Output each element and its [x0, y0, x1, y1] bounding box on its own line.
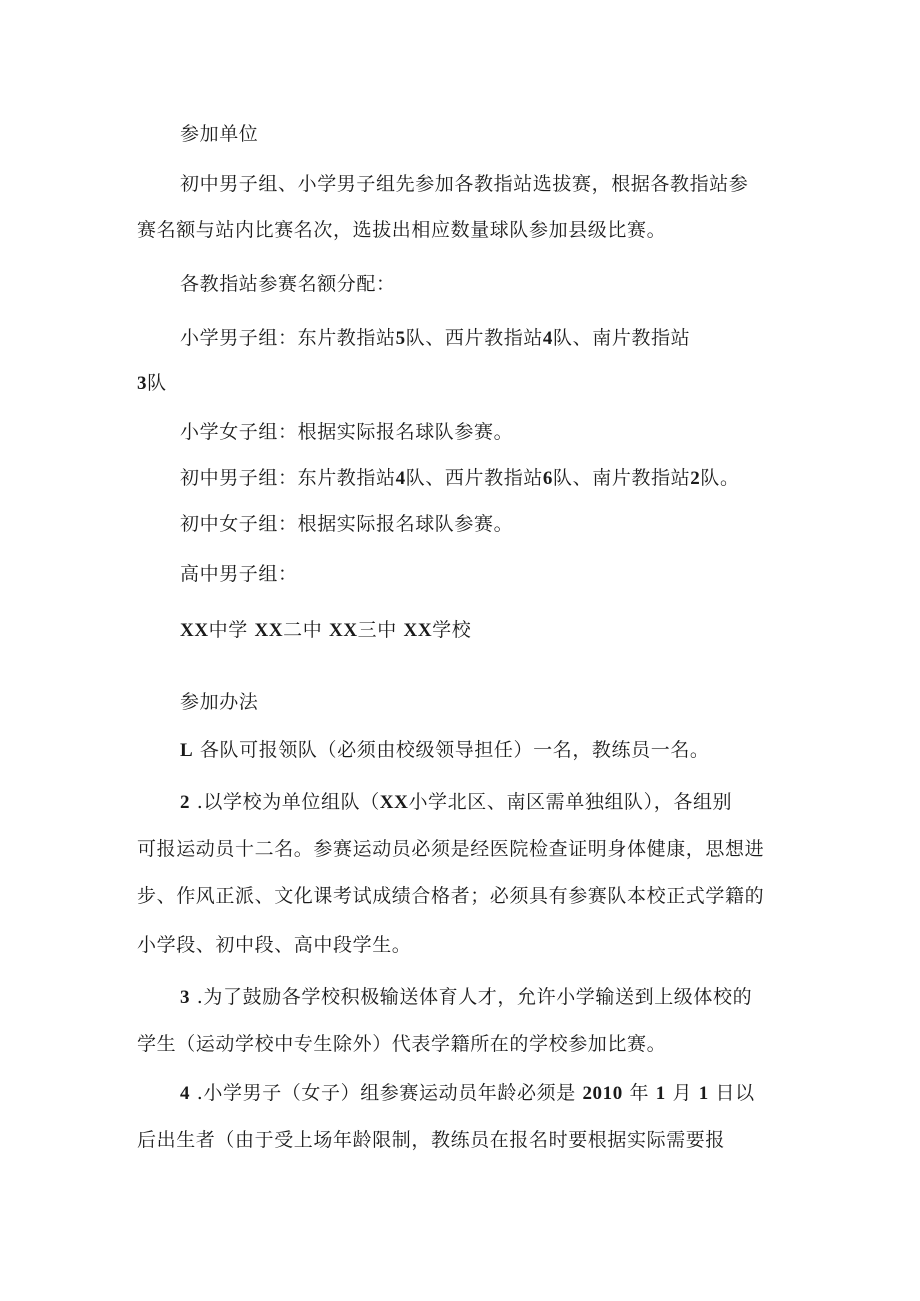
primary-boys-quota	[180, 326, 690, 351]
team-count: 6	[542, 468, 554, 489]
xx-placeholder: XX	[379, 792, 409, 813]
item-text: 年	[629, 1082, 650, 1104]
item-number: 2	[180, 792, 191, 813]
item-text: 小学北区、南区需单独组队），各组别	[408, 791, 733, 813]
team-count: 4	[395, 468, 406, 489]
paragraph-line: 后出生者（由于受上场年龄限制，教练员在报名时要根据实际需要报	[137, 1129, 726, 1151]
team-count: 3	[137, 373, 148, 394]
school-name: 中学	[208, 619, 248, 641]
item-text: .小学男子（女子）组参赛运动员年龄必须是	[196, 1082, 576, 1104]
quota-text: 队、西片教指站	[405, 467, 543, 489]
item-text: .以学校为单位组队（	[196, 791, 380, 813]
school-prefix: XX	[254, 620, 284, 641]
school-name: 二中	[283, 619, 323, 641]
item-text: 各队可报领队（必须由校级领导担任）一名，教练员一名。	[199, 739, 710, 761]
method-item-1	[180, 738, 710, 763]
school-prefix: XX	[329, 620, 358, 641]
method-item-2	[180, 790, 732, 815]
item-text: .为了鼓励各学校积极输送体育人才，允许小学输送到上级体校的	[196, 986, 753, 1008]
paragraph-line: 初中男子组、小学男子组先参加各教指站选拔赛，根据各教指站参	[180, 173, 749, 195]
birth-day: 1	[698, 1083, 709, 1104]
team-count: 4	[542, 328, 554, 349]
item-text: 日以	[715, 1082, 755, 1104]
section-heading-participants: 参加单位	[180, 123, 259, 145]
item-text: 月	[672, 1082, 693, 1104]
item-number: 4	[180, 1083, 191, 1104]
primary-boys-quota-cont	[137, 371, 167, 396]
quota-label: 初中男子组：东片教指站	[180, 467, 396, 489]
school-name: 三中	[357, 619, 397, 641]
paragraph-line: 步、作风正派、文化课考试成绩合格者；必须具有参赛队本校正式学籍的	[137, 885, 765, 907]
method-item-3	[180, 985, 752, 1010]
birth-year: 2010	[582, 1083, 623, 1104]
paragraph-line: 学生（运动学校中专生除外）代表学籍所在的学校参加比赛。	[137, 1033, 667, 1055]
paragraph-line: 赛名额与站内比赛名次，选拔出相应数量球队参加县级比赛。	[137, 219, 667, 241]
paragraph-line: 可报运动员十二名。参赛运动员必须是经医院检查证明身体健康，思想进	[137, 838, 765, 860]
team-count: 2	[690, 468, 701, 489]
section-heading-method: 参加办法	[180, 691, 259, 713]
school-prefix: XX	[403, 620, 433, 641]
primary-girls-quota: 小学女子组：根据实际报名球队参赛。	[180, 421, 514, 443]
birth-month: 1	[655, 1083, 666, 1104]
school-prefix: XX	[180, 620, 209, 641]
school-list	[180, 618, 471, 643]
quota-text: 队、西片教指站	[405, 327, 543, 349]
item-number: L	[180, 740, 194, 761]
junior-girls-quota: 初中女子组：根据实际报名球队参赛。	[180, 513, 514, 535]
quota-text: 队。	[700, 467, 740, 489]
paragraph-line: 小学段、初中段、高中段学生。	[137, 934, 412, 956]
quota-label: 小学男子组：东片教指站	[180, 327, 396, 349]
item-number: 3	[180, 987, 191, 1008]
quota-text: 队、南片教指站	[553, 467, 691, 489]
team-count: 5	[395, 328, 406, 349]
quota-text: 队、南片教指站	[553, 327, 691, 349]
quota-text: 队	[147, 372, 167, 394]
method-item-4	[180, 1081, 755, 1106]
senior-boys-label: 高中男子组：	[180, 563, 298, 585]
quota-title: 各教指站参赛名额分配：	[180, 273, 396, 295]
junior-boys-quota	[180, 466, 740, 491]
school-name: 学校	[432, 619, 472, 641]
